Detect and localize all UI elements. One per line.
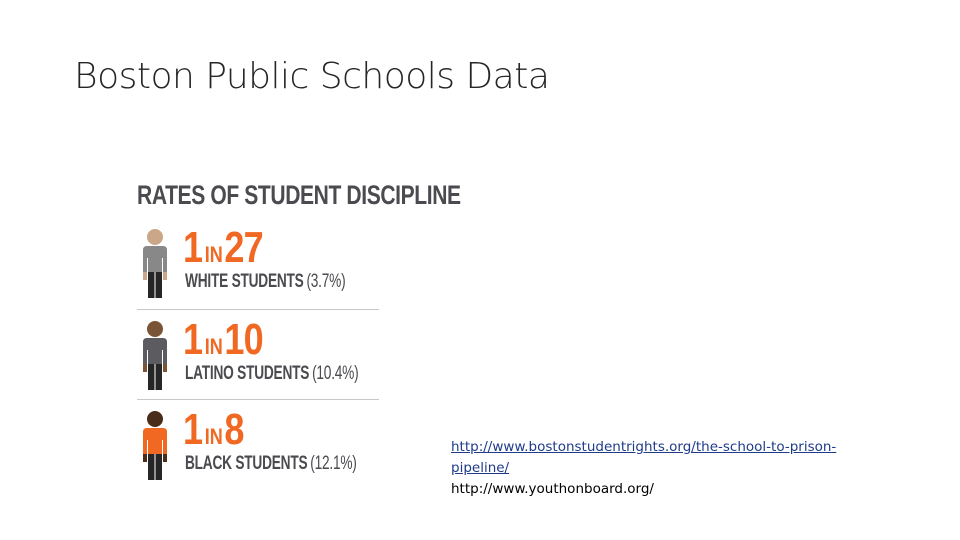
- infographic-heading: RATES OF STUDENT DISCIPLINE: [137, 180, 461, 210]
- ratio-denominator: 27: [224, 223, 263, 272]
- ratio-denominator: 10: [224, 315, 263, 364]
- ratio-black: [183, 405, 244, 454]
- group-name: WHITE STUDENTS: [185, 271, 304, 292]
- group-name: BLACK STUDENTS: [185, 453, 308, 474]
- discipline-row-latino: [137, 315, 379, 398]
- group-percent: (3.7%): [306, 271, 346, 292]
- ratio-in: IN: [204, 424, 223, 449]
- student-figure-icon: [137, 410, 173, 482]
- ratio-in: IN: [204, 334, 223, 359]
- group-label-black: [185, 454, 357, 473]
- slide-title: Boston Public Schools Data: [74, 56, 550, 97]
- row-divider: [137, 399, 379, 400]
- ratio-white: [183, 223, 263, 272]
- ratio-denominator: 8: [224, 405, 244, 454]
- source-text-youthonboard: http://www.youthonboard.org/: [451, 481, 654, 497]
- source-link-bostonstudentrights[interactable]: [451, 439, 836, 476]
- link-text-line-1: http://www.bostonstudentrights.org/the-school-to-prison-: [451, 439, 837, 455]
- student-figure-icon: [137, 228, 173, 300]
- ratio-numerator: 1: [183, 223, 203, 272]
- ratio-numerator: 1: [183, 405, 203, 454]
- ratio-in: IN: [204, 242, 223, 267]
- group-name: LATINO STUDENTS: [185, 363, 310, 384]
- link-text-line-2: pipeline/: [451, 460, 510, 476]
- discipline-row-black: [137, 405, 379, 488]
- row-divider: [137, 309, 379, 310]
- ratio-numerator: 1: [183, 315, 203, 364]
- discipline-infographic: [137, 178, 461, 480]
- group-label-white: [185, 272, 345, 291]
- student-figure-icon: [137, 320, 173, 392]
- discipline-row-white: [137, 223, 379, 306]
- source-links: [451, 437, 896, 500]
- group-percent: (12.1%): [310, 453, 357, 474]
- group-percent: (10.4%): [312, 363, 359, 384]
- group-label-latino: [185, 364, 358, 383]
- ratio-latino: [183, 315, 263, 364]
